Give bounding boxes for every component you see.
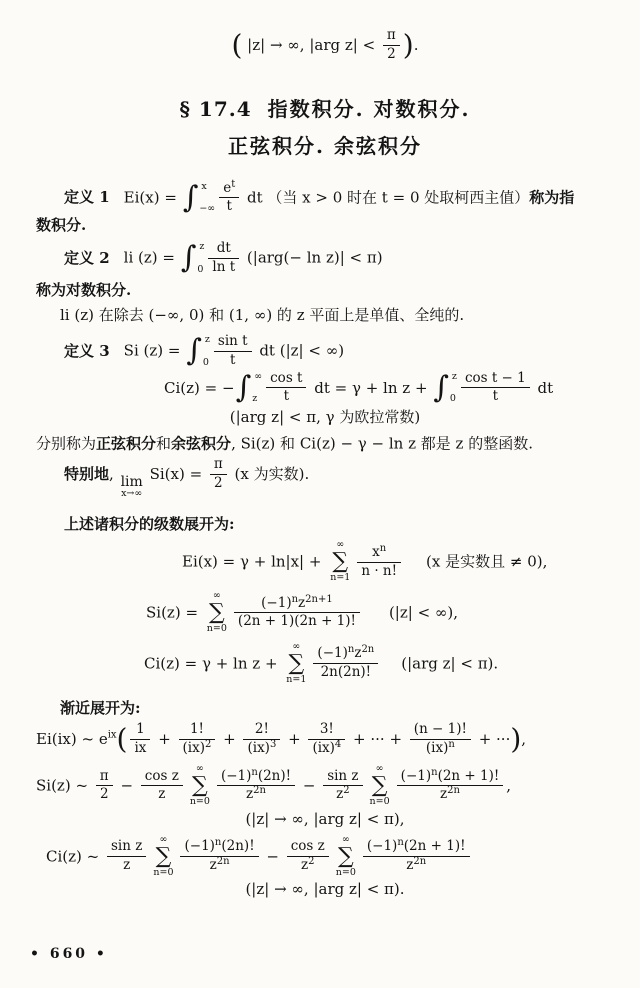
integral-upper-limit: ∞ — [254, 370, 263, 382]
math-token: sin z — [111, 838, 143, 855]
math-token: ln t — [212, 258, 236, 275]
sigma-symbol: ∑ — [192, 772, 208, 798]
math-token: t — [230, 351, 236, 368]
fraction — [219, 178, 239, 216]
superscript: 2n — [413, 855, 427, 867]
math-token: Ei(x) = — [123, 188, 182, 207]
ci-asymptotic-condition: (|z| → ∞, |arg z| < π). — [245, 880, 405, 899]
sum-upper-limit: ∞ — [292, 640, 301, 652]
denominator — [243, 739, 280, 757]
fraction — [461, 371, 530, 406]
sum-upper-limit: ∞ — [336, 539, 345, 551]
summation — [330, 540, 350, 584]
fraction — [179, 722, 216, 757]
math-token: z — [301, 857, 309, 873]
sum-upper-limit: ∞ — [159, 833, 168, 845]
superscript: n — [431, 766, 438, 778]
definition-1-label: 定义 1 — [64, 188, 110, 207]
math-token: 2n(2n)! — [320, 664, 372, 681]
summation — [190, 764, 210, 808]
math-token: 特别地 — [64, 465, 110, 484]
math-token: 1! — [189, 721, 204, 738]
integral — [183, 181, 216, 215]
definition-2 — [36, 241, 614, 276]
si-asymptotic-formula — [36, 764, 614, 808]
math-token: π — [213, 456, 223, 473]
math-token: + ··· + — [348, 730, 407, 749]
denominator — [214, 351, 252, 369]
fraction — [210, 457, 227, 492]
fraction — [217, 766, 295, 804]
numerator — [323, 769, 362, 786]
numerator — [410, 722, 471, 739]
integral-upper-limit: x — [201, 180, 207, 192]
denominator — [363, 856, 470, 874]
integral-symbol: ∫ — [235, 369, 252, 405]
math-token: dt — [532, 378, 554, 397]
integral-limits — [203, 334, 210, 368]
definition-1-formula — [123, 178, 575, 215]
ci-series-formula — [144, 642, 614, 686]
superscript: 2n+1 — [305, 593, 333, 605]
superscript: 2n — [447, 785, 460, 797]
math-token: (2n)! — [221, 838, 255, 855]
big-paren: ( — [116, 722, 128, 756]
math-token: (n − 1)! — [413, 721, 467, 738]
definition-2-label: 定义 2 — [64, 248, 110, 267]
ci-definition-formula — [164, 371, 614, 406]
section-title-line1: 指数积分. 对数积分. — [267, 96, 471, 121]
math-token: z — [246, 786, 254, 803]
denominator — [130, 739, 150, 757]
superscript: n — [347, 644, 355, 656]
numerator — [397, 766, 504, 786]
li-analyticity-note: li (z) 在除去 (−∞, 0) 和 (1, ∞) 的 z 平面上是单值、全纯的. — [60, 306, 465, 325]
fraction — [141, 769, 183, 804]
math-token: (−1) — [400, 767, 432, 784]
ei-asymptotic-formula — [36, 722, 614, 757]
superscript: t — [231, 178, 236, 190]
integral-limits — [252, 371, 262, 405]
carryover-condition-formula — [36, 28, 614, 63]
definition-3-si-formula — [123, 332, 345, 369]
math-token: (|z| < ∞), — [388, 603, 459, 622]
numerator — [180, 836, 258, 856]
denominator — [357, 562, 401, 580]
superscript: 2n — [361, 644, 375, 656]
sigma-symbol: ∑ — [155, 843, 172, 869]
math-token: + — [218, 730, 241, 749]
math-token: (x 是实数且 ≠ 0), — [426, 552, 548, 571]
summation — [207, 591, 227, 635]
summation — [153, 835, 173, 879]
math-token: cos t — [270, 369, 303, 386]
math-token: 2 — [387, 45, 396, 62]
superscript: ix — [107, 729, 117, 741]
fraction — [234, 593, 360, 631]
math-token: 和 — [156, 434, 172, 453]
denominator — [107, 856, 146, 874]
denominator — [141, 785, 183, 803]
series-expansion-intro: 上述诸积分的级数展开为: — [64, 515, 235, 534]
integral-lower-limit: −∞ — [199, 203, 216, 215]
integral-limits — [197, 241, 204, 275]
superscript: 4 — [334, 738, 342, 750]
sum-upper-limit: ∞ — [195, 762, 204, 774]
math-token: (ix) — [247, 740, 270, 757]
math-token: 2 — [214, 474, 223, 491]
fraction — [208, 241, 239, 276]
integral-symbol: ∫ — [182, 179, 199, 215]
sum-lower-limit: n=0 — [153, 866, 174, 878]
math-token: (ix) — [425, 740, 449, 757]
sum-lower-limit: n=0 — [206, 622, 227, 634]
integral-upper-limit: z — [451, 370, 457, 382]
superscript: 3 — [269, 738, 277, 750]
fraction — [266, 371, 306, 406]
page-number: • 660 • — [30, 946, 108, 962]
math-token: (−1) — [220, 767, 252, 784]
math-token: Ci(z) ~ — [46, 847, 104, 866]
fraction — [287, 839, 329, 874]
numerator — [266, 371, 306, 388]
math-token: , — [109, 465, 119, 484]
fraction — [357, 542, 401, 580]
numerator — [219, 178, 239, 198]
limit-word: lim — [120, 474, 143, 491]
math-token: Si (z) = — [123, 341, 186, 360]
math-token: Si(z) ~ — [36, 776, 93, 795]
integral-limits — [450, 371, 457, 405]
math-token: (−1) — [261, 594, 292, 611]
math-token: cos z — [290, 838, 325, 855]
denominator — [397, 785, 504, 803]
math-token: + ··· — [473, 730, 511, 749]
numerator — [130, 722, 150, 739]
math-token: (|arg(− ln z)| < π) — [242, 248, 383, 267]
integral-upper-limit: z — [204, 334, 210, 346]
sigma-symbol: ∑ — [337, 843, 354, 869]
numerator — [287, 839, 329, 856]
math-token: z — [336, 786, 344, 803]
denominator — [180, 856, 258, 874]
math-token: 分别称为 — [36, 434, 97, 453]
numerator — [96, 769, 113, 786]
math-token: (|arg z| < π). — [401, 654, 499, 673]
integral-lower-limit: 0 — [197, 263, 204, 275]
numerator — [217, 766, 295, 786]
summation — [370, 764, 390, 808]
math-token: 余弦积分 — [171, 434, 232, 453]
integral-upper-limit: z — [199, 241, 205, 253]
numerator — [214, 334, 252, 351]
denominator — [287, 856, 329, 874]
math-token: Ci(z) = γ + ln z + — [144, 654, 283, 673]
sum-lower-limit: n=0 — [369, 795, 390, 807]
math-token: t — [283, 388, 290, 405]
math-token: Si(x) = — [144, 465, 207, 484]
math-token: x — [372, 543, 380, 560]
denominator — [313, 663, 378, 681]
math-token: dt (|z| < ∞) — [254, 341, 345, 360]
numerator — [383, 28, 400, 45]
sigma-symbol: ∑ — [371, 772, 388, 798]
math-token: e — [223, 179, 232, 196]
math-token: (−1) — [184, 838, 215, 855]
integral — [181, 241, 205, 275]
fraction — [243, 722, 280, 757]
definition-3 — [36, 334, 614, 369]
math-token: 1 — [136, 721, 145, 738]
summation — [286, 642, 306, 686]
math-token: 2 — [99, 786, 109, 803]
math-token: dt （当 x > 0 时在 t = 0 处取柯西主值） — [242, 188, 530, 207]
sigma-symbol: ∑ — [288, 650, 305, 676]
math-token: |z| → ∞, |arg z| < — [242, 35, 380, 54]
integral-symbol: ∫ — [433, 369, 449, 405]
integral-names-note — [36, 434, 614, 453]
fraction — [383, 28, 400, 63]
si-asymptotic-condition: (|z| → ∞, |arg z| < π), — [245, 809, 405, 828]
math-token: 2! — [254, 721, 269, 738]
definition-3-label: 定义 3 — [64, 341, 110, 360]
math-token: z — [440, 786, 448, 803]
limit-subscript: x→∞ — [121, 488, 143, 500]
numerator — [234, 593, 360, 613]
section-title-line2: 正弦积分. 余弦积分 — [228, 133, 422, 158]
math-token: π — [99, 767, 109, 784]
big-paren: ( — [231, 28, 243, 62]
superscript: n — [397, 836, 404, 848]
math-token: (2n)! — [257, 767, 292, 784]
fraction — [308, 722, 345, 757]
fraction — [323, 769, 362, 804]
integral — [433, 371, 457, 405]
math-token: (2n + 1)! — [437, 767, 500, 784]
sigma-symbol: ∑ — [332, 549, 349, 575]
math-token: t — [226, 198, 232, 215]
fraction — [363, 836, 470, 874]
sum-lower-limit: n=1 — [330, 572, 351, 584]
math-token: Si(z) = — [146, 603, 203, 622]
numerator — [210, 457, 227, 474]
numerator — [141, 769, 183, 786]
superscript: n — [214, 836, 222, 848]
integral-lower-limit: z — [252, 393, 258, 405]
math-token: ix — [134, 740, 147, 757]
math-token: Ci(z) = − — [164, 378, 235, 397]
numerator — [107, 839, 146, 856]
denominator — [308, 739, 345, 757]
math-token: (2n + 1)(2n + 1)! — [237, 613, 356, 630]
math-token: dt = γ + ln z + — [309, 378, 433, 397]
si-series-formula — [146, 591, 614, 635]
math-token: li (z) = — [123, 248, 180, 267]
math-token: z — [406, 857, 414, 873]
math-token: Ei(x) = γ + ln|x| + — [182, 552, 327, 571]
math-token: z — [158, 786, 166, 803]
sum-upper-limit: ∞ — [341, 833, 350, 845]
math-token: n · n! — [361, 562, 398, 579]
denominator — [179, 739, 216, 757]
superscript: n — [251, 766, 258, 778]
superscript: 2n — [216, 855, 230, 867]
fraction — [313, 646, 378, 681]
denominator — [96, 785, 113, 803]
superscript: 2 — [308, 855, 315, 867]
math-token: z — [354, 645, 362, 662]
math-token: (−1) — [317, 645, 348, 662]
math-token: + — [283, 730, 306, 749]
numerator — [179, 722, 216, 739]
numerator — [208, 241, 239, 258]
math-token: (x 为实数). — [229, 465, 310, 484]
math-token: + — [153, 730, 176, 749]
math-token: 3! — [319, 721, 334, 738]
integral — [186, 334, 210, 368]
denominator — [323, 785, 362, 803]
denominator — [410, 739, 471, 757]
math-token: − — [298, 776, 321, 795]
denominator — [217, 785, 295, 803]
math-token: 正弦积分 — [96, 434, 157, 453]
math-token: t — [492, 388, 499, 405]
math-token: − — [261, 847, 284, 866]
denominator — [210, 474, 227, 492]
math-token: − — [115, 776, 138, 795]
math-token: (−1) — [366, 838, 398, 855]
math-token: sin t — [217, 332, 248, 349]
integral-symbol: ∫ — [180, 240, 197, 276]
superscript: 2 — [343, 785, 350, 797]
section-heading-line1 — [36, 91, 614, 128]
superscript: 2n — [253, 785, 266, 797]
superscript: n — [379, 542, 387, 554]
denominator — [234, 612, 360, 630]
math-token: (2n + 1)! — [403, 838, 466, 855]
math-token: , Si(z) 和 Ci(z) − γ − ln z 都是 z 的整函数. — [231, 434, 533, 453]
big-paren: ) — [402, 28, 414, 62]
numerator — [243, 722, 280, 739]
section-heading — [36, 91, 614, 165]
integral-symbol: ∫ — [186, 333, 202, 369]
math-token: cos z — [144, 767, 179, 784]
math-token: (ix) — [182, 740, 205, 757]
fraction — [96, 769, 113, 804]
numerator — [313, 646, 378, 663]
integral-lower-limit: 0 — [449, 393, 456, 405]
fraction — [180, 836, 258, 874]
numerator — [357, 542, 401, 562]
math-token: z — [209, 857, 217, 873]
denominator — [383, 45, 400, 63]
fraction — [410, 722, 471, 757]
sum-lower-limit: n=0 — [189, 795, 210, 807]
denominator — [219, 197, 239, 215]
sum-upper-limit: ∞ — [212, 589, 221, 601]
math-token: dt — [216, 239, 231, 256]
limit — [121, 475, 143, 500]
sum-upper-limit: ∞ — [375, 762, 384, 774]
si-limit-note — [36, 457, 614, 500]
numerator — [308, 722, 345, 739]
math-token: . — [413, 35, 419, 54]
superscript: n — [291, 593, 299, 605]
denominator — [208, 258, 239, 276]
asymptotic-expansion-intro: 渐近展开为: — [60, 698, 141, 717]
ei-series-formula — [182, 540, 614, 584]
integral-lower-limit: 0 — [202, 356, 209, 368]
denominator — [461, 387, 530, 405]
math-token: Ei(ix) ~ e — [36, 730, 108, 749]
definition-2-after: 称为对数积分. — [36, 281, 132, 300]
fraction — [214, 334, 252, 369]
numerator — [461, 371, 530, 388]
fraction — [130, 722, 150, 757]
sigma-symbol: ∑ — [209, 599, 225, 625]
fraction — [107, 839, 146, 874]
definition-1-continuation: 数积分. — [36, 216, 87, 235]
ci-definition-condition: (|arg z| < π, γ 为欧拉常数) — [229, 408, 421, 427]
big-paren: ) — [510, 722, 522, 756]
math-token: sin z — [327, 767, 359, 784]
definition-2-formula — [123, 239, 383, 276]
math-token: π — [386, 27, 396, 43]
denominator — [266, 387, 306, 405]
ci-asymptotic-formula — [46, 835, 614, 879]
numerator — [363, 836, 470, 856]
integral — [236, 371, 263, 405]
math-token: z — [298, 594, 306, 611]
sum-lower-limit: n=0 — [335, 866, 356, 878]
integral-limits — [199, 181, 215, 215]
superscript: 2 — [205, 738, 212, 750]
math-token: , — [521, 730, 527, 749]
sum-lower-limit: n=1 — [286, 673, 307, 685]
math-token: z — [123, 857, 131, 873]
superscript: n — [448, 738, 455, 750]
definition-1 — [36, 178, 614, 216]
math-token: (ix) — [312, 740, 335, 757]
fraction — [397, 766, 504, 804]
math-token: , — [506, 776, 512, 795]
math-token: 称为指 — [529, 188, 575, 207]
summation — [336, 835, 356, 879]
section-number: § 17.4 — [179, 96, 252, 121]
math-token: cos t − 1 — [464, 369, 526, 386]
